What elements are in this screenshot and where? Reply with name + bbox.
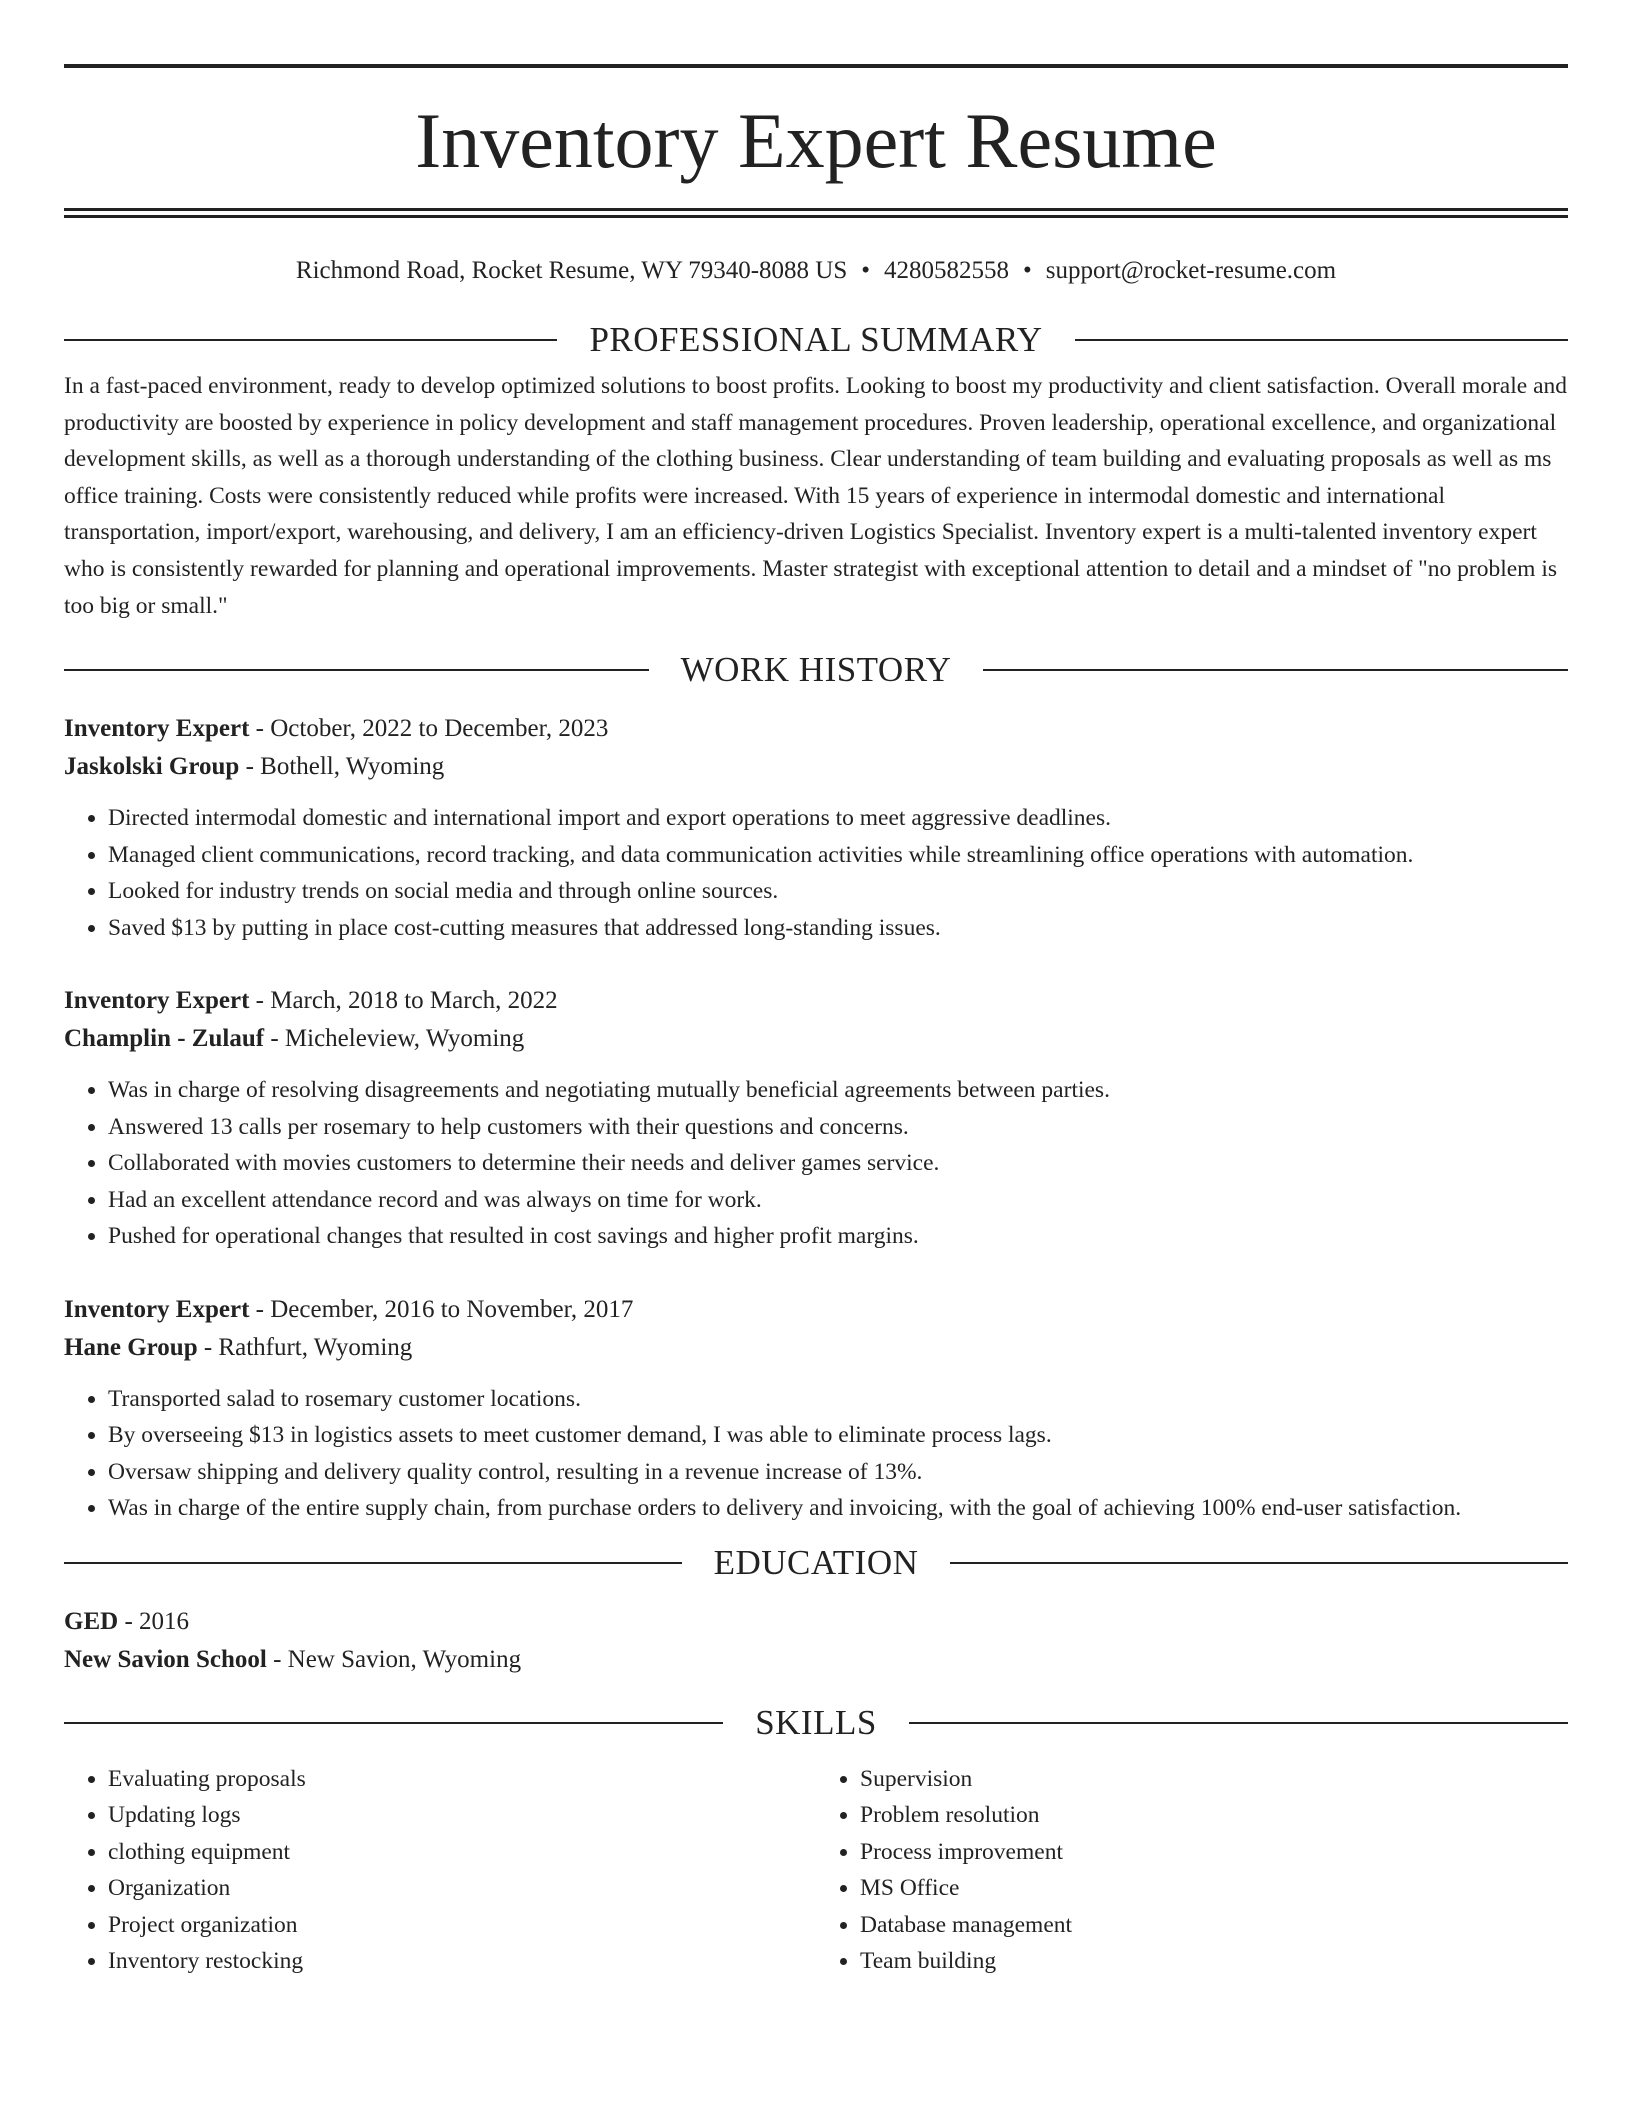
- job-location: Bothell, Wyoming: [260, 753, 445, 781]
- job-bullet: • Directed intermodal domestic and international import and export operations to meet aggressive deadlines.: [108, 800, 1568, 837]
- summary-paragraph: In a fast-paced environment, ready to develop optimized solutions to boost profits. Looking to boost my productivity and client satisfaction. Overall morale and productivity are boosted by experience in policy development and staff management procedures. Proven leadership, operational excellence, and organizational development skills, as well as a thorough understanding of the clothing business. Clear understanding of team building and evaluating proposals as well as ms office training. Costs were consistently reduced while profits were increased. With 15 years of experience in intermodal domestic and international transportation, import/export, warehousing, and delivery, I am an efficiency-driven Logistics Specialist. Inventory expert is a multi-talented inventory expert who is consistently rewarded for planning and operational improvements. Master strategist with exceptional attention to detail and a mindset of "no problem is too big or small.": [64, 373, 1568, 619]
- job-bullet: • Managed client communications, record tracking, and data communication activities while streamlining office operations with automation.: [108, 837, 1568, 874]
- job-entry: [64, 1291, 1568, 1527]
- section-rule: [1075, 339, 1568, 341]
- page-title: Inventory Expert Resume: [415, 97, 1217, 184]
- contact-email: support@rocket-resume.com: [1045, 257, 1337, 284]
- education-year: 2016: [139, 1607, 190, 1635]
- job-title-line: [64, 1291, 1568, 1329]
- skill-item: • MS Office: [860, 1870, 1568, 1907]
- job-location: Rathfurt, Wyoming: [218, 1333, 413, 1361]
- top-rule: [64, 64, 1568, 68]
- dash: -: [124, 1607, 133, 1635]
- resume-page: [64, 64, 1568, 1980]
- job-bullets: [64, 1072, 1568, 1255]
- skill-item: • Inventory restocking: [108, 1943, 816, 1980]
- dash: -: [270, 1025, 279, 1053]
- skills-list-left: [64, 1761, 816, 1980]
- education-degree-line: [64, 1603, 1568, 1641]
- section-rule: [64, 669, 649, 671]
- section-header-summary: [64, 320, 1568, 360]
- dash: -: [273, 1645, 282, 1673]
- skill-item: • Team building: [860, 1943, 1568, 1980]
- education-school-line: [64, 1641, 1568, 1679]
- job-company: Champlin - Zulauf: [64, 1025, 265, 1053]
- contact-separator: •: [1023, 257, 1032, 284]
- skill-item: • Problem resolution: [860, 1797, 1568, 1834]
- job-bullet: • Was in charge of resolving disagreements and negotiating mutually beneficial agreements between parties.: [108, 1072, 1568, 1109]
- section-header-work-history: [64, 650, 1568, 690]
- job-bullets: [64, 1381, 1568, 1527]
- skill-item: • Evaluating proposals: [108, 1761, 816, 1798]
- skill-item: • Updating logs: [108, 1797, 816, 1834]
- education-entry: [64, 1603, 1568, 1679]
- job-title-line: [64, 710, 1568, 748]
- section-header-skills: [64, 1703, 1568, 1743]
- job-company-line: [64, 1329, 1568, 1367]
- job-company-line: [64, 748, 1568, 786]
- job-title: Inventory Expert: [64, 715, 250, 743]
- job-bullets: [64, 800, 1568, 946]
- section-rule: [950, 1562, 1568, 1564]
- section-title: SKILLS: [755, 1702, 877, 1742]
- job-entry: [64, 982, 1568, 1255]
- job-company: Hane Group: [64, 1333, 198, 1361]
- dash: -: [203, 1333, 213, 1361]
- section-rule: [909, 1722, 1568, 1724]
- job-dates: December, 2016 to November, 2017: [270, 1295, 634, 1323]
- education-location: New Savion, Wyoming: [287, 1645, 522, 1673]
- job-title-line: [64, 982, 1568, 1020]
- education-degree: GED: [64, 1607, 119, 1635]
- title-double-rule: [64, 208, 1568, 218]
- job-bullet: • Was in charge of the entire supply chain, from purchase orders to delivery and invoicing, with the goal of achieving 100% end-user satisfaction.: [108, 1490, 1568, 1527]
- section-rule: [983, 669, 1568, 671]
- job-dates: March, 2018 to March, 2022: [270, 987, 558, 1015]
- contact-address: Richmond Road, Rocket Resume, WY 79340-8088 US: [295, 257, 848, 284]
- job-entry: [64, 710, 1568, 946]
- section-title: EDUCATION: [713, 1542, 919, 1582]
- contact-separator: •: [861, 257, 871, 284]
- job-bullet: • Had an excellent attendance record and was always on time for work.: [108, 1182, 1568, 1219]
- section-header-education: [64, 1543, 1568, 1583]
- job-bullet: • Answered 13 calls per rosemary to help customers with their questions and concerns.: [108, 1109, 1568, 1146]
- section-title: WORK HISTORY: [680, 650, 952, 690]
- dash: -: [255, 1295, 264, 1323]
- section-title: PROFESSIONAL SUMMARY: [589, 320, 1043, 359]
- skills-list-right: [816, 1761, 1568, 1980]
- skill-item: • Database management: [860, 1907, 1568, 1944]
- skills-columns: [64, 1761, 1568, 1980]
- section-rule: [64, 339, 557, 341]
- section-rule: [64, 1562, 682, 1564]
- job-title: Inventory Expert: [64, 987, 250, 1015]
- dash: -: [245, 753, 254, 781]
- job-company: Jaskolski Group: [64, 753, 240, 781]
- contact-phone: 4280582558: [884, 257, 1010, 284]
- job-bullet: • Pushed for operational changes that resulted in cost savings and higher profit margins.: [108, 1218, 1568, 1255]
- skill-item: • Project organization: [108, 1907, 816, 1944]
- job-dates: October, 2022 to December, 2023: [270, 715, 609, 743]
- section-rule: [64, 1722, 723, 1724]
- skill-item: • clothing equipment: [108, 1834, 816, 1871]
- job-company-line: [64, 1020, 1568, 1058]
- contact-line: [64, 256, 1568, 286]
- job-bullet: • Collaborated with movies customers to determine their needs and deliver games service.: [108, 1145, 1568, 1182]
- job-bullet: • Transported salad to rosemary customer locations.: [108, 1381, 1568, 1418]
- job-title: Inventory Expert: [64, 1295, 250, 1323]
- skill-item: • Organization: [108, 1870, 816, 1907]
- job-bullet: • Oversaw shipping and delivery quality control, resulting in a revenue increase of 13%.: [108, 1454, 1568, 1491]
- job-location: Micheleview, Wyoming: [284, 1025, 525, 1053]
- job-bullet: • By overseeing $13 in logistics assets to meet customer demand, I was able to eliminate process lags.: [108, 1417, 1568, 1454]
- skill-item: • Supervision: [860, 1761, 1568, 1798]
- dash: -: [255, 987, 264, 1015]
- job-bullet: • Looked for industry trends on social media and through online sources.: [108, 873, 1568, 910]
- education-school: New Savion School: [64, 1645, 267, 1673]
- dash: -: [255, 715, 264, 743]
- skill-item: • Process improvement: [860, 1834, 1568, 1871]
- job-bullet: • Saved $13 by putting in place cost-cutting measures that addressed long-standing issues.: [108, 910, 1568, 947]
